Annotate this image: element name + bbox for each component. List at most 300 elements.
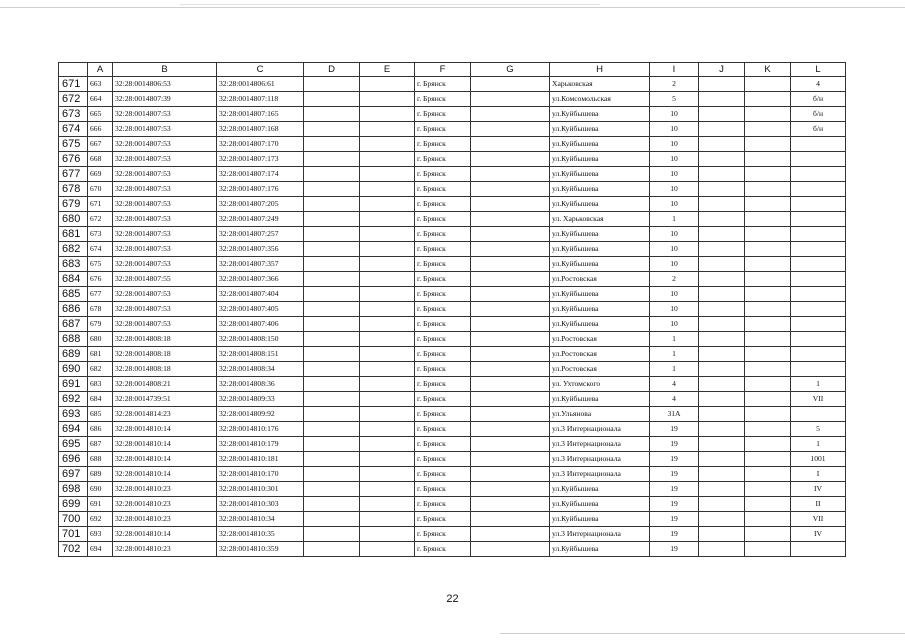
table-cell <box>791 542 846 557</box>
table-row <box>59 422 846 437</box>
table-cell: 32:28:0014807:118 <box>217 92 304 107</box>
table-cell <box>360 77 415 92</box>
table-cell <box>304 257 360 272</box>
table-cell: г. Брянск <box>415 167 471 182</box>
table-cell: 687 <box>88 437 113 452</box>
table-cell: 10 <box>650 287 699 302</box>
column-header <box>59 63 88 77</box>
table-cell <box>471 257 550 272</box>
table-cell: 32:28:0014739:51 <box>113 392 217 407</box>
table-cell <box>745 182 791 197</box>
table-cell: 32:28:0014807:205 <box>217 197 304 212</box>
table-cell: б/н <box>791 122 846 137</box>
table-cell <box>745 542 791 557</box>
table-cell: 19 <box>650 422 699 437</box>
table-cell <box>745 242 791 257</box>
table-cell <box>745 347 791 362</box>
table-cell: 32:28:0014807:53 <box>113 317 217 332</box>
table-cell: 677 <box>88 287 113 302</box>
column-header: E <box>360 63 415 77</box>
table-cell <box>360 227 415 242</box>
table-cell: 32:28:0014807:176 <box>217 182 304 197</box>
row-number: 690 <box>59 362 88 377</box>
table-row <box>59 362 846 377</box>
table-cell: ул.Куйбышева <box>550 107 650 122</box>
table-cell: г. Брянск <box>415 482 471 497</box>
table-cell <box>360 122 415 137</box>
table-cell <box>471 467 550 482</box>
table-cell <box>304 482 360 497</box>
column-header-row <box>59 63 846 77</box>
table-row <box>59 407 846 422</box>
table-cell <box>699 272 745 287</box>
table-cell: 10 <box>650 302 699 317</box>
table-cell <box>360 317 415 332</box>
table-cell: г. Брянск <box>415 272 471 287</box>
table-cell <box>304 152 360 167</box>
table-cell <box>791 212 846 227</box>
table-cell: 4 <box>650 392 699 407</box>
table-cell <box>360 212 415 227</box>
table-cell <box>304 197 360 212</box>
table-row <box>59 527 846 542</box>
table-cell <box>360 197 415 212</box>
table-cell <box>304 377 360 392</box>
table-cell <box>699 182 745 197</box>
row-number: 674 <box>59 122 88 137</box>
row-number: 671 <box>59 77 88 92</box>
table-cell <box>471 317 550 332</box>
table-cell: VII <box>791 392 846 407</box>
table-row <box>59 107 846 122</box>
row-number: 676 <box>59 152 88 167</box>
table-cell <box>360 497 415 512</box>
table-cell <box>471 137 550 152</box>
table-cell: 19 <box>650 497 699 512</box>
table-cell <box>471 92 550 107</box>
table-cell: 32:28:0014807:53 <box>113 137 217 152</box>
table-cell <box>699 257 745 272</box>
row-number: 683 <box>59 257 88 272</box>
table-cell: 672 <box>88 212 113 227</box>
table-row <box>59 77 846 92</box>
row-number: 696 <box>59 452 88 467</box>
table-cell <box>304 167 360 182</box>
table-cell <box>745 107 791 122</box>
table-cell: 669 <box>88 167 113 182</box>
table-cell <box>745 227 791 242</box>
table-cell: ул.Куйбышева <box>550 542 650 557</box>
table-cell <box>699 362 745 377</box>
table-cell <box>471 497 550 512</box>
table-cell: 10 <box>650 197 699 212</box>
table-cell <box>791 227 846 242</box>
table-cell: 5 <box>650 92 699 107</box>
table-row <box>59 347 846 362</box>
table-cell: ул.Куйбышева <box>550 182 650 197</box>
table-cell <box>360 107 415 122</box>
table-cell <box>699 542 745 557</box>
table-row <box>59 272 846 287</box>
row-number: 681 <box>59 227 88 242</box>
table-cell: г. Брянск <box>415 242 471 257</box>
table-cell <box>699 497 745 512</box>
table-cell: 32:28:0014808:150 <box>217 332 304 347</box>
table-cell: г. Брянск <box>415 302 471 317</box>
table-cell: 1 <box>791 437 846 452</box>
table-cell: 10 <box>650 167 699 182</box>
table-cell <box>360 92 415 107</box>
row-number: 691 <box>59 377 88 392</box>
table-cell: 675 <box>88 257 113 272</box>
table-cell <box>360 452 415 467</box>
table-cell: 19 <box>650 482 699 497</box>
table-cell <box>699 227 745 242</box>
table-cell: 678 <box>88 302 113 317</box>
table-cell: 19 <box>650 527 699 542</box>
table-cell <box>360 482 415 497</box>
table-cell <box>360 392 415 407</box>
table-cell: г. Брянск <box>415 512 471 527</box>
spreadsheet-table <box>58 62 846 557</box>
table-cell <box>304 227 360 242</box>
table-cell: 1 <box>650 332 699 347</box>
table-cell <box>745 392 791 407</box>
table-cell <box>304 302 360 317</box>
page-number: 22 <box>446 593 459 605</box>
table-cell <box>471 107 550 122</box>
table-cell <box>304 407 360 422</box>
table-cell: 663 <box>88 77 113 92</box>
table-cell: ул.Ростовская <box>550 272 650 287</box>
table-cell: 19 <box>650 467 699 482</box>
table-cell <box>471 197 550 212</box>
table-cell: 32:28:0014810:179 <box>217 437 304 452</box>
table-cell <box>745 422 791 437</box>
table-cell <box>791 317 846 332</box>
table-cell: ул.Куйбышева <box>550 137 650 152</box>
table-cell: 1 <box>650 347 699 362</box>
table-cell <box>304 272 360 287</box>
table-cell: г. Брянск <box>415 197 471 212</box>
table-cell <box>360 242 415 257</box>
table-cell <box>304 362 360 377</box>
table-cell <box>304 437 360 452</box>
table-cell: 32:28:0014808:36 <box>217 377 304 392</box>
table-cell <box>304 527 360 542</box>
table-cell <box>791 302 846 317</box>
table-cell <box>745 452 791 467</box>
column-header: A <box>88 63 113 77</box>
table-cell <box>471 152 550 167</box>
table-cell: 32:28:0014806:61 <box>217 77 304 92</box>
table-cell <box>360 467 415 482</box>
table-cell: IV <box>791 527 846 542</box>
table-cell: 32:28:0014810:23 <box>113 497 217 512</box>
table-cell: г. Брянск <box>415 122 471 137</box>
table-cell <box>699 302 745 317</box>
table-cell: II <box>791 497 846 512</box>
table-cell: 694 <box>88 542 113 557</box>
table-cell: 10 <box>650 317 699 332</box>
table-row <box>59 167 846 182</box>
table-cell: г. Брянск <box>415 407 471 422</box>
table-cell <box>304 512 360 527</box>
row-number: 693 <box>59 407 88 422</box>
table-cell <box>360 347 415 362</box>
table-cell <box>471 347 550 362</box>
table-cell: 31А <box>650 407 699 422</box>
table-cell <box>745 272 791 287</box>
table-cell: 32:28:0014810:176 <box>217 422 304 437</box>
table-cell <box>699 107 745 122</box>
table-cell <box>745 482 791 497</box>
table-cell <box>304 497 360 512</box>
table-cell <box>471 437 550 452</box>
row-number: 701 <box>59 527 88 542</box>
table-cell: 32:28:0014807:53 <box>113 122 217 137</box>
table-cell <box>699 287 745 302</box>
column-header: I <box>650 63 699 77</box>
table-cell: 19 <box>650 452 699 467</box>
row-number: 682 <box>59 242 88 257</box>
table-cell: 5 <box>791 422 846 437</box>
column-header: L <box>791 63 846 77</box>
table-cell <box>471 527 550 542</box>
table-cell: 32:28:0014808:151 <box>217 347 304 362</box>
table-cell: 32:28:0014807:53 <box>113 182 217 197</box>
table-cell <box>745 167 791 182</box>
table-cell: б/н <box>791 92 846 107</box>
column-header: K <box>745 63 791 77</box>
table-row <box>59 242 846 257</box>
table-cell: ул.3 Интернационала <box>550 452 650 467</box>
table-row <box>59 497 846 512</box>
table-cell: 10 <box>650 122 699 137</box>
table-cell <box>699 242 745 257</box>
table-cell <box>791 287 846 302</box>
table-cell: 32:28:0014810:14 <box>113 437 217 452</box>
table-cell <box>471 392 550 407</box>
table-cell <box>304 452 360 467</box>
table-cell: г. Брянск <box>415 377 471 392</box>
table-cell <box>699 422 745 437</box>
table-cell <box>360 542 415 557</box>
table-cell <box>360 527 415 542</box>
table-cell <box>745 512 791 527</box>
table-cell <box>699 392 745 407</box>
table-cell <box>699 467 745 482</box>
table-cell <box>745 122 791 137</box>
table-row <box>59 512 846 527</box>
table-cell <box>304 242 360 257</box>
row-number: 672 <box>59 92 88 107</box>
table-cell: ул.Куйбышева <box>550 287 650 302</box>
table-cell: 32:28:0014810:181 <box>217 452 304 467</box>
table-cell <box>791 137 846 152</box>
table-cell: 32:28:0014807:249 <box>217 212 304 227</box>
table-cell: ул.Куйбышева <box>550 197 650 212</box>
table-cell: 32:28:0014807:404 <box>217 287 304 302</box>
table-cell <box>699 332 745 347</box>
table-cell: 19 <box>650 437 699 452</box>
table-cell: 10 <box>650 227 699 242</box>
table-cell <box>699 212 745 227</box>
table-cell: 1 <box>650 212 699 227</box>
table-cell: г. Брянск <box>415 152 471 167</box>
table-cell <box>745 407 791 422</box>
table-cell <box>360 302 415 317</box>
table-cell: г. Брянск <box>415 542 471 557</box>
table-cell: 32:28:0014808:18 <box>113 347 217 362</box>
table-cell <box>360 362 415 377</box>
table-cell: г. Брянск <box>415 227 471 242</box>
row-number: 698 <box>59 482 88 497</box>
table-cell <box>471 512 550 527</box>
table-cell <box>304 467 360 482</box>
table-cell: 32:28:0014807:357 <box>217 257 304 272</box>
table-cell: г. Брянск <box>415 212 471 227</box>
table-cell: г. Брянск <box>415 107 471 122</box>
table-cell: 4 <box>791 77 846 92</box>
table-row <box>59 122 846 137</box>
table-cell <box>471 122 550 137</box>
table-row <box>59 392 846 407</box>
table-row <box>59 212 846 227</box>
table-cell <box>791 407 846 422</box>
table-cell: 32:28:0014810:14 <box>113 422 217 437</box>
table-cell: ул.Куйбышева <box>550 122 650 137</box>
row-number: 675 <box>59 137 88 152</box>
table-cell: 10 <box>650 182 699 197</box>
table-cell <box>471 167 550 182</box>
table-cell <box>791 332 846 347</box>
table-cell: г. Брянск <box>415 467 471 482</box>
table-cell <box>699 137 745 152</box>
table-cell: 665 <box>88 107 113 122</box>
table-cell <box>745 467 791 482</box>
table-cell: 670 <box>88 182 113 197</box>
column-header: J <box>699 63 745 77</box>
table-cell <box>745 497 791 512</box>
table-cell: г. Брянск <box>415 332 471 347</box>
column-header: H <box>550 63 650 77</box>
row-number: 702 <box>59 542 88 557</box>
table-cell: 32:28:0014810:359 <box>217 542 304 557</box>
table-cell: 32:28:0014808:34 <box>217 362 304 377</box>
table-cell: 666 <box>88 122 113 137</box>
table-cell: ул.Ростовская <box>550 332 650 347</box>
table-cell: 32:28:0014807:53 <box>113 107 217 122</box>
row-number: 695 <box>59 437 88 452</box>
table-cell <box>699 92 745 107</box>
table-cell: 32:28:0014810:23 <box>113 482 217 497</box>
table-cell: 32:28:0014807:173 <box>217 152 304 167</box>
table-cell <box>304 122 360 137</box>
table-cell: ул.Куйбышева <box>550 392 650 407</box>
table-cell: 32:28:0014810:14 <box>113 467 217 482</box>
table-cell: VII <box>791 512 846 527</box>
column-header: G <box>471 63 550 77</box>
table-cell: 10 <box>650 137 699 152</box>
row-number: 692 <box>59 392 88 407</box>
table-cell <box>791 242 846 257</box>
table-cell <box>360 407 415 422</box>
table-cell <box>699 377 745 392</box>
table-cell: 684 <box>88 392 113 407</box>
table-cell: г. Брянск <box>415 257 471 272</box>
table-cell <box>471 287 550 302</box>
table-cell: 4 <box>650 377 699 392</box>
row-number: 687 <box>59 317 88 332</box>
table-cell: 32:28:0014810:34 <box>217 512 304 527</box>
table-cell: ул.Куйбышева <box>550 497 650 512</box>
table-cell <box>360 167 415 182</box>
table-row <box>59 377 846 392</box>
column-header: F <box>415 63 471 77</box>
table-cell: 32:28:0014807:168 <box>217 122 304 137</box>
table-cell <box>360 287 415 302</box>
table-cell: 32:28:0014814:23 <box>113 407 217 422</box>
table-cell <box>791 257 846 272</box>
table-cell: 32:28:0014807:53 <box>113 257 217 272</box>
table-cell: 19 <box>650 542 699 557</box>
bottom-rule <box>500 633 905 634</box>
table-row <box>59 287 846 302</box>
table-cell <box>745 92 791 107</box>
table-cell <box>471 212 550 227</box>
table-cell <box>471 407 550 422</box>
table-cell: г. Брянск <box>415 497 471 512</box>
table-cell: 1 <box>650 362 699 377</box>
table-cell: г. Брянск <box>415 452 471 467</box>
table-cell: ул.3 Интернационала <box>550 422 650 437</box>
table-cell: ул.Куйбышева <box>550 167 650 182</box>
table-cell: 32:28:0014807:406 <box>217 317 304 332</box>
table-cell: IV <box>791 482 846 497</box>
table-cell: 32:28:0014807:53 <box>113 197 217 212</box>
table-cell: 32:28:0014809:92 <box>217 407 304 422</box>
table-row <box>59 152 846 167</box>
table-cell <box>304 182 360 197</box>
table-cell <box>304 92 360 107</box>
table-cell: 32:28:0014810:23 <box>113 542 217 557</box>
table-row <box>59 302 846 317</box>
table-cell: 681 <box>88 347 113 362</box>
column-header: B <box>113 63 217 77</box>
column-header: C <box>217 63 304 77</box>
table-cell <box>471 452 550 467</box>
table-cell: 32:28:0014807:53 <box>113 167 217 182</box>
table-cell: 668 <box>88 152 113 167</box>
table-cell: 32:28:0014807:39 <box>113 92 217 107</box>
table-cell <box>699 197 745 212</box>
table-row <box>59 437 846 452</box>
table-cell <box>791 182 846 197</box>
table-row <box>59 452 846 467</box>
table-cell: 32:28:0014808:18 <box>113 332 217 347</box>
table-cell: ул.Куйбышева <box>550 317 650 332</box>
table-cell: б/н <box>791 107 846 122</box>
table-cell: ул. Ухтомского <box>550 377 650 392</box>
table-cell <box>471 227 550 242</box>
table-cell: ул.3 Интернационала <box>550 467 650 482</box>
table-cell: 671 <box>88 197 113 212</box>
table-cell: 32:28:0014807:53 <box>113 242 217 257</box>
table-cell: г. Брянск <box>415 137 471 152</box>
table-cell <box>471 272 550 287</box>
table-cell: 32:28:0014807:55 <box>113 272 217 287</box>
